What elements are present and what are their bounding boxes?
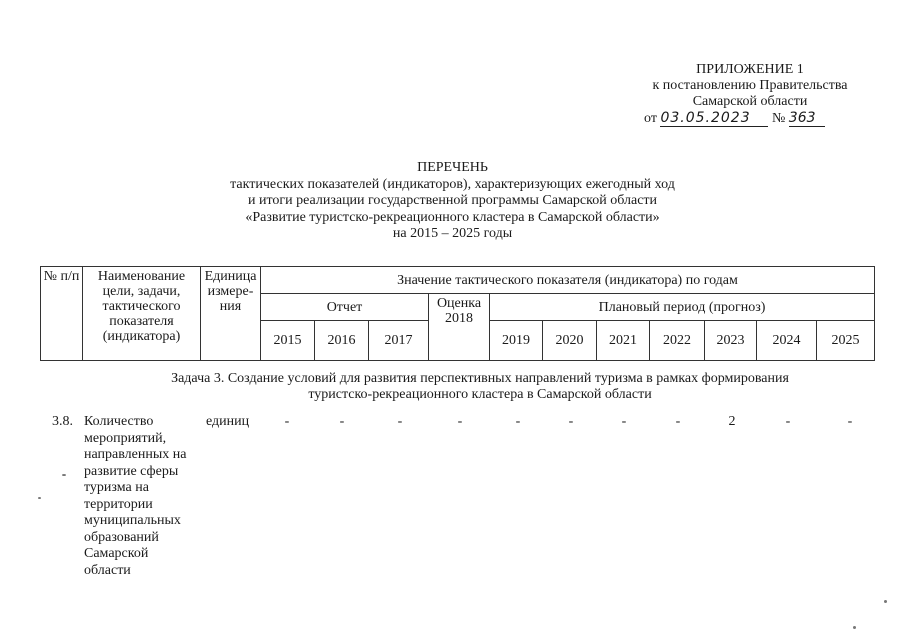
row-unit: единиц (206, 414, 250, 429)
col-header-number: № п/п (41, 267, 83, 361)
year-2017: 2017 (369, 321, 429, 361)
task-heading (60, 371, 900, 403)
handwritten-date: 03.05.2023 (660, 110, 768, 127)
appendix-title: ПРИЛОЖЕНИЕ 1 (696, 62, 804, 77)
col-header-name: Наименование цели, задачи, тактического показателя (индикатора) (83, 267, 201, 361)
resolution-text: к постановлению Правительства (652, 78, 848, 93)
name-line: Количество (84, 414, 154, 429)
col-header-values: Значение тактического показателя (индикатора) по годам (261, 267, 875, 294)
title-line-3: и итоги реализации государственной программы Самарской области (247, 193, 658, 208)
value-2022: - (675, 414, 681, 429)
scan-speck (884, 600, 887, 603)
group-estimate: Оценка 2018 (429, 294, 490, 361)
scan-speck (62, 474, 66, 476)
value-2016: - (339, 414, 345, 429)
task-line-2: туристско-рекреационного кластера в Самарской области (308, 387, 652, 402)
year-2021: 2021 (597, 321, 650, 361)
name-line: области (84, 562, 131, 578)
value-2024: - (785, 414, 791, 429)
name-line: направленных на (84, 447, 187, 462)
scan-speck (38, 497, 41, 499)
value-2015: - (284, 414, 290, 429)
year-2016: 2016 (315, 321, 369, 361)
name-line: Самарской (84, 546, 149, 561)
name-line: туризма на (84, 480, 149, 495)
handwritten-number: 363 (789, 110, 825, 127)
name-line: мероприятий, (84, 430, 167, 446)
year-2024: 2024 (757, 321, 817, 361)
indicators-table-header (40, 266, 875, 361)
value-2021: - (621, 414, 627, 429)
year-2015: 2015 (261, 321, 315, 361)
col-header-unit: Единица измере-ния (201, 267, 261, 361)
row-number: 3.8. (52, 414, 73, 429)
region-text: Самарской области (692, 94, 808, 109)
value-2018: - (457, 414, 463, 429)
number-label: № (771, 111, 786, 126)
value-2023: 2 (728, 414, 736, 429)
year-2023: 2023 (705, 321, 757, 361)
document-title (180, 160, 725, 243)
title-line-2: тактических показателей (индикаторов), характеризующих ежегодный ход (230, 176, 675, 192)
name-line: образований (84, 529, 159, 545)
date-line (600, 110, 900, 127)
year-2019: 2019 (490, 321, 543, 361)
appendix-header (600, 62, 900, 127)
value-2020: - (568, 414, 574, 429)
title-line-5: на 2015 – 2025 годы (392, 226, 513, 241)
name-line: развитие сферы (84, 463, 179, 479)
value-2025: - (847, 414, 853, 429)
from-label: от (644, 111, 657, 126)
name-line: муниципальных (84, 513, 181, 528)
year-2025: 2025 (817, 321, 875, 361)
value-2019: - (515, 414, 521, 429)
task-line-1: Задача 3. Создание условий для развития перспективных направлений туризма в рамках формирования (171, 371, 789, 386)
year-2022: 2022 (650, 321, 705, 361)
year-2020: 2020 (543, 321, 597, 361)
title-line-4: «Развитие туристско-рекреационного кластера в Самарской области» (245, 209, 660, 225)
title-line-1: ПЕРЕЧЕНЬ (417, 160, 488, 175)
value-2017: - (397, 414, 403, 429)
scan-speck (853, 626, 856, 629)
name-line: территории (84, 496, 153, 512)
row-indicator-name (84, 414, 202, 579)
group-report: Отчет (261, 294, 429, 321)
group-plan: Плановый период (прогноз) (490, 294, 875, 321)
